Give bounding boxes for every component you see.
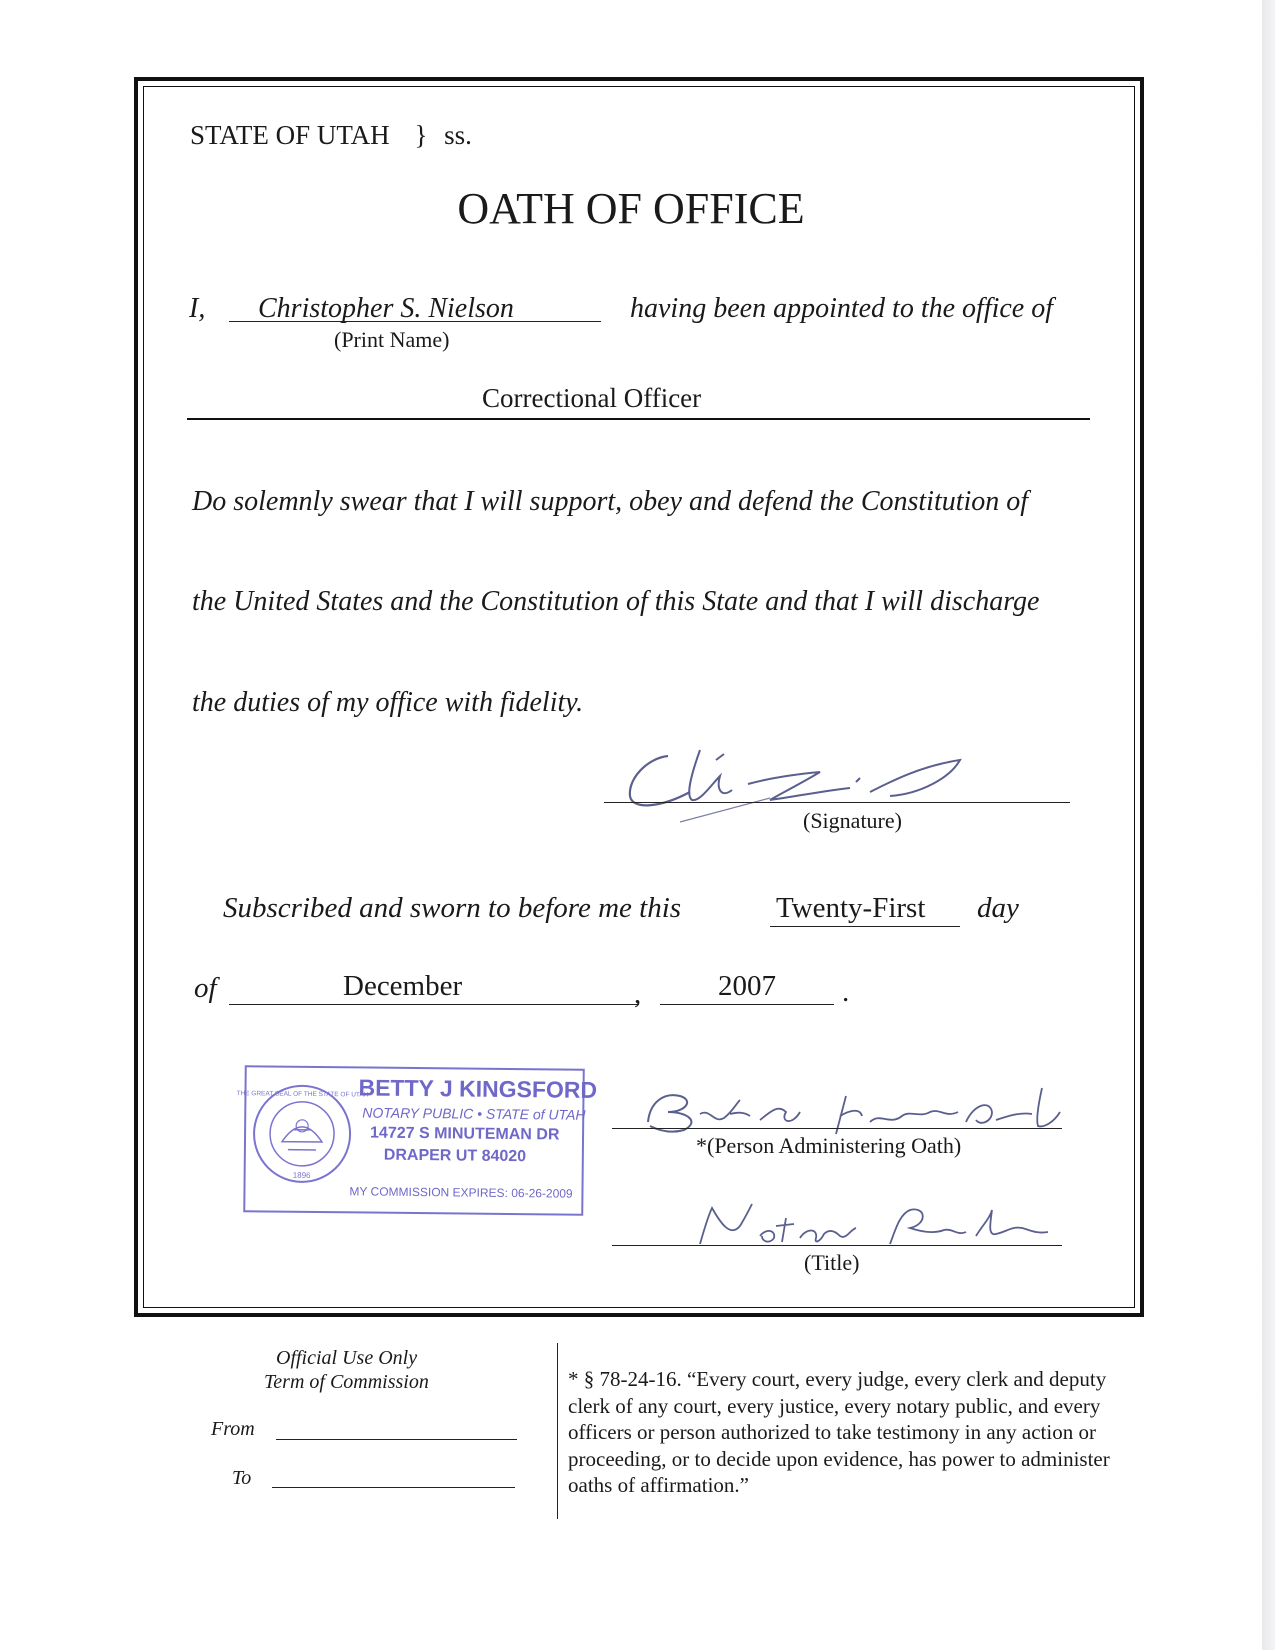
month-comma: ,: [634, 978, 642, 1010]
title-caption: (Title): [804, 1250, 860, 1275]
office-underline: [187, 418, 1090, 420]
from-field-line: [276, 1439, 517, 1440]
from-label: From: [211, 1418, 255, 1440]
day-word: day: [977, 892, 1019, 924]
seal-text: THE GREAT SEAL OF THE STATE OF UTAH: [236, 1090, 369, 1099]
term-heading: Term of Commission: [264, 1371, 429, 1393]
signature-caption: (Signature): [803, 808, 902, 833]
appointed-text: having been appointed to the office of: [630, 293, 1054, 324]
name-underline: [229, 321, 601, 322]
oath-line-3: the duties of my office with fidelity.: [192, 687, 584, 718]
statute-text: * § 78-24-16. “Every court, every judge, every clerk and deputy clerk of any court, every justice, every notary public, and every officers or person authorized to take testimony in any action or proceeding, or to decide upon evidence, has power to administer oaths of affirmation.”: [568, 1367, 1110, 1497]
title-line: [612, 1245, 1062, 1246]
footer-divider: [557, 1343, 558, 1519]
sworn-text: Subscribed and sworn to before me this: [223, 892, 682, 924]
state-seal-icon: [236, 1081, 369, 1186]
month-underline: [229, 1004, 639, 1005]
signature-line: [604, 802, 1070, 803]
administering-signature-line: [612, 1128, 1062, 1129]
brace-symbol: }: [414, 120, 428, 150]
to-field-line: [272, 1487, 515, 1488]
notary-stamp: [236, 1065, 598, 1216]
notary-line-1: NOTARY PUBLIC • STATE of UTAH: [362, 1104, 586, 1123]
oath-line-1: Do solemnly swear that I will support, obey and defend the Constitution of: [192, 486, 1029, 517]
state-header: [190, 120, 472, 151]
page-title: OATH OF OFFICE: [457, 184, 805, 233]
ss-abbrev: ss.: [444, 120, 472, 150]
day-underline: [770, 926, 960, 927]
state-name: STATE OF UTAH: [190, 120, 390, 150]
official-use-heading: Official Use Only: [276, 1347, 418, 1369]
print-name-caption: (Print Name): [334, 327, 450, 352]
administering-caption: *(Person Administering Oath): [696, 1133, 962, 1158]
seal-year: 1896: [292, 1170, 311, 1180]
sworn-month: December: [343, 970, 463, 1002]
of-word: of: [194, 972, 217, 1004]
notary-line-4: MY COMMISSION EXPIRES: 06-26-2009: [349, 1184, 573, 1201]
year-underline: [660, 1004, 834, 1005]
period: .: [842, 976, 850, 1008]
notary-line-3: DRAPER UT 84020: [383, 1146, 527, 1166]
notary-signature: [640, 1082, 1070, 1138]
sworn-day: Twenty-First: [776, 892, 926, 924]
notary-line-2: 14727 S MINUTEMAN DR: [369, 1124, 560, 1144]
office-title: Correctional Officer: [482, 383, 702, 413]
oath-line-2: the United States and the Constitution of this State and that I will discharge: [192, 586, 1040, 617]
printed-name: Christopher S. Nielson: [258, 293, 514, 324]
pronoun-i: I,: [189, 293, 206, 324]
notary-name: BETTY J KINGSFORD: [358, 1074, 598, 1103]
sworn-year: 2007: [718, 970, 776, 1002]
to-label: To: [232, 1467, 252, 1489]
scan-edge: [1262, 0, 1275, 1650]
officer-signature: [620, 738, 980, 828]
